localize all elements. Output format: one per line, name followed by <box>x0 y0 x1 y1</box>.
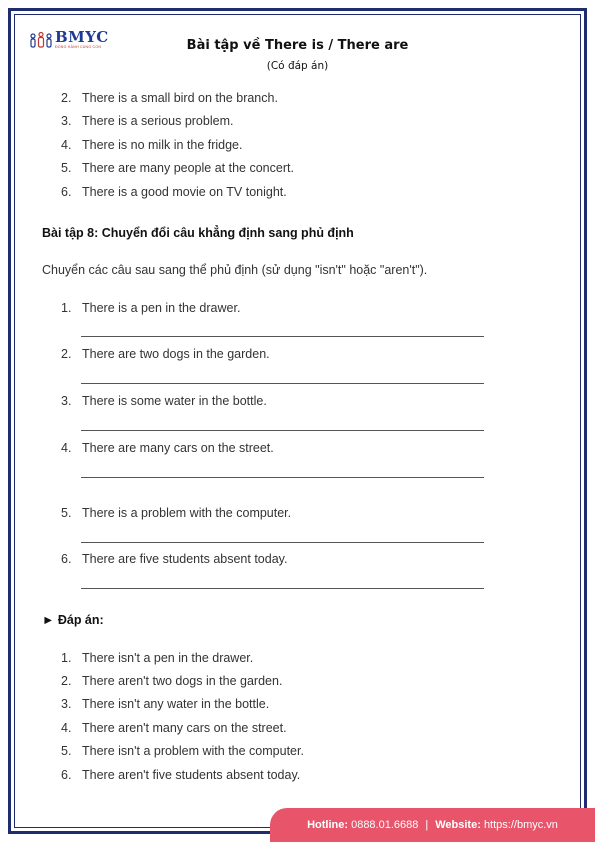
answer-item: 5. There isn't a problem with the computer. <box>61 744 304 758</box>
answer-item: 6. There aren't five students absent today. <box>61 768 301 782</box>
hotline-number[interactable]: 0888.01.6688 <box>351 819 419 831</box>
list-item: 6. There is a good movie on TV tonight. <box>61 185 287 199</box>
exercise-item: 2. There are two dogs in the garden. <box>61 347 270 361</box>
list-item: 4. There is no milk in the fridge. <box>61 138 243 152</box>
list-item: 3. There is a serious problem. <box>61 114 234 128</box>
answer-item: 1. There isn't a pen in the drawer. <box>61 651 254 665</box>
answer-item: 2. There aren't two dogs in the garden. <box>61 674 283 688</box>
exercise-item: 4. There are many cars on the street. <box>61 441 274 455</box>
exercise-instruction: Chuyển các câu sau sang thể phủ định (sử dụng "isn't" hoặc "aren't"). <box>42 263 428 277</box>
website-label: Website: <box>435 819 481 831</box>
exercise-item: 6. There are five students absent today. <box>61 552 288 566</box>
list-item: 2. There is a small bird on the branch. <box>61 91 278 105</box>
document-subtitle: (Có đáp án) <box>266 60 329 72</box>
answers-heading: ► Đáp án: <box>42 613 104 627</box>
website-link[interactable]: https://bmyc.vn <box>483 819 558 831</box>
answer-blank-line[interactable] <box>81 383 484 384</box>
exercise-heading: Bài tập 8: Chuyển đổi câu khẳng định sang phủ định <box>42 226 354 240</box>
answer-blank-line[interactable] <box>81 588 484 589</box>
logo-tagline: ĐỒNG HÀNH CÙNG CON <box>55 45 102 49</box>
answer-blank-line[interactable] <box>81 542 484 543</box>
list-item: 5. There are many people at the concert. <box>61 161 294 175</box>
answer-item: 3. There isn't any water in the bottle. <box>61 697 270 711</box>
hotline-label: Hotline: <box>307 819 349 831</box>
answer-blank-line[interactable] <box>81 430 484 431</box>
footer-separator: | <box>425 819 429 831</box>
exercise-item: 3. There is some water in the bottle. <box>61 394 267 408</box>
answer-item: 4. There aren't many cars on the street. <box>61 721 287 735</box>
logo-name: BMYC <box>55 28 109 46</box>
document-title: Bài tập về There is / There are <box>186 38 409 53</box>
answer-blank-line[interactable] <box>81 477 484 478</box>
answer-blank-line[interactable] <box>81 336 484 337</box>
exercise-item: 1. There is a pen in the drawer. <box>61 301 241 315</box>
contact-footer <box>270 808 595 842</box>
exercise-item: 5. There is a problem with the computer. <box>61 506 292 520</box>
